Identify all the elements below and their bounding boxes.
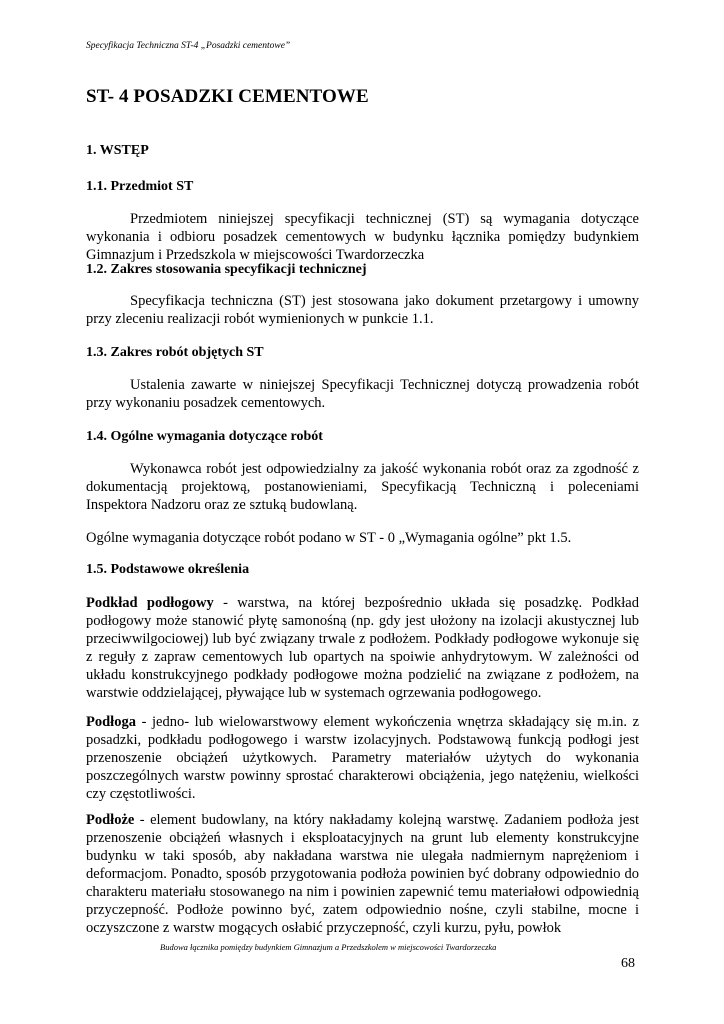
page-number: 68 [621, 956, 635, 971]
definition-text-podloga: - jedno- lub wielowarstwowy element wykończenia wnętrza składający się m.in. z posadzki, podkładu podłogowego i warstw izolacyjnych. Podstawową funkcją podłogi jest przenoszenie obciążeń użytkowych. Parametry materiałów użytych do wykonania poszczególnych warstw powinny sprostać charakterowi obciążenia, jego natężeniu, wielkości czy częstotliwości. [86, 714, 639, 802]
section-heading-wstep: 1. WSTĘP [86, 143, 149, 158]
definition-podklad-podlogowy [86, 594, 639, 702]
subsection-heading-1-2: 1.2. Zakres stosowania specyfikacji technicznej [86, 262, 367, 277]
definition-text-podklad: - warstwa, na której bezpośrednio układa się posadzkę. Podkład podłogowy może stanowić płytę samonośną (np. gdy jest ułożony na izolacji akustycznej lub przeciwwilgociowej) lub być związany trwale z podłożem. Podkłady podłogowe wykonuje się z reguły z zapraw cementowych lub opartych na spoiwie anhydrytowym. W zależności od układu konstrukcyjnego podkłady podłogowe można podzielić na związane z podłożem, na warstwie oddzielającej, pływające lub w systemach ogrzewania podłogowego. [86, 595, 639, 701]
definition-text-podloze: - element budowlany, na który nakładamy kolejną warstwę. Zadaniem podłoża jest przenoszenie obciążeń własnych i eksploatacyjnych na grunt lub elementy konstrukcyjne budynku w taki sposób, aby nakładana warstwa nie ulegała nadmiernym naprężeniom i deformacjom. Ponadto, sposób przygotowania podłoża powinien być dobrany odpowiednio do charakteru materiału stosowanego na nim i powinien zapewnić temu materiałowi odpowiednią przyczepność. Podłoże powinno być, zatem odpowiednio nośne, czyli stabilne, mocne i oczyszczone z warstw mogących osłabić przyczepność, czyli kurzu, pyłu, powłok [86, 812, 639, 936]
subsection-heading-1-5: 1.5. Podstawowe określenia [86, 562, 250, 577]
paragraph-1-4-general: Ogólne wymagania dotyczące robót podano w ST - 0 „Wymagania ogólne” pkt 1.5. [86, 530, 572, 546]
running-header: Specyfikacja Techniczna ST-4 „Posadzki cementowe” [86, 41, 291, 51]
definition-podloga [86, 713, 639, 803]
paragraph-1-3: Ustalenia zawarte w niniejszej Specyfikacji Technicznej dotyczą prowadzenia robót przy wykonaniu posadzek cementowych. [86, 377, 639, 411]
paragraph-1-4: Wykonawca robót jest odpowiedzialny za jakość wykonania robót oraz za zgodność z dokumentacją projektową, postanowieniami, Specyfikacją Techniczną i poleceniami Inspektora Nadzoru oraz ze sztuką budowlaną. [86, 461, 639, 513]
term-podklad-podlogowy: Podkład podłogowy [86, 595, 214, 611]
paragraph-1-1: Przedmiotem niniejszej specyfikacji technicznej (ST) są wymagania dotyczące wykonania i odbioru posadzek cementowych w budynku łącznika pomiędzy budynkiem Gimnazjum i Przedszkola w miejscowości Twardorzeczka [86, 211, 639, 263]
subsection-heading-1-1: 1.1. Przedmiot ST [86, 179, 194, 194]
term-podloga: Podłoga [86, 714, 136, 730]
definition-podloze [86, 811, 639, 937]
term-podloze: Podłoże [86, 812, 135, 828]
subsection-heading-1-4: 1.4. Ogólne wymagania dotyczące robót [86, 429, 323, 444]
subsection-heading-1-3: 1.3. Zakres robót objętych ST [86, 345, 264, 360]
paragraph-1-2: Specyfikacja techniczna (ST) jest stosowana jako dokument przetargowy i umowny przy zleceniu realizacji robót wymienionych w punkcie 1.1. [86, 293, 639, 327]
running-footer: Budowa łącznika pomiędzy budynkiem Gimnazjum a Przedszkolem w miejscowości Twardorzeczka [160, 942, 497, 952]
document-title: ST- 4 POSADZKI CEMENTOWE [86, 86, 369, 107]
